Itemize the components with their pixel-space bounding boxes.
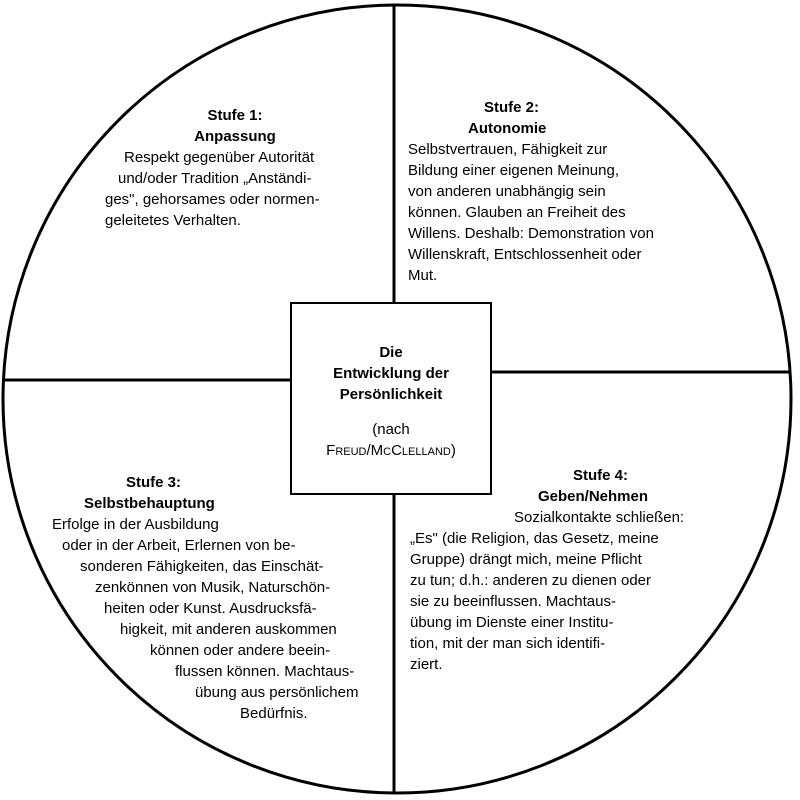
- center-title-line: Die: [379, 344, 403, 361]
- stage-3-number: Stufe 3:: [126, 474, 182, 491]
- stage-2-line: können. Glauben an Freiheit des: [408, 204, 626, 221]
- stage-2-number: Stufe 2:: [484, 99, 540, 116]
- stage-3-line: übung aus persönlichem: [195, 684, 359, 701]
- stage-3-line: heiten oder Kunst. Ausdrucksfä-: [104, 600, 317, 617]
- stage-3-line: zenkönnen von Musik, Naturschön-: [95, 579, 331, 596]
- stage-3-line: oder in der Arbeit, Erlernen von be-: [62, 537, 296, 554]
- stage-1-line: ges", gehorsames oder normen-: [105, 191, 320, 208]
- stage-4-line: übung im Dienste einer Institu-: [410, 614, 614, 631]
- stage-1-title: Anpassung: [194, 128, 276, 145]
- stage-2-line: Mut.: [408, 267, 438, 284]
- stage-2-line: Bildung einer eigenen Meinung,: [408, 162, 619, 179]
- stage-2-line: Willens. Deshalb: Demonstration von: [408, 225, 654, 242]
- center-source-authors: Freud/McClelland): [326, 442, 456, 459]
- center-title-line: Persönlichkeit: [339, 386, 443, 403]
- stage-4-line: tion, mit der man sich identifi-: [410, 635, 606, 652]
- stage-4-line: Sozialkontakte schließen:: [514, 509, 685, 526]
- stage-2-line: Selbstvertrauen, Fähigkeit zur: [408, 141, 608, 158]
- stage-4-line: „Es" (die Religion, das Gesetz, meine: [410, 530, 659, 547]
- stage-3-line: higkeit, mit anderen auskommen: [120, 621, 337, 638]
- stage-1-line: Respekt gegenüber Autorität: [124, 149, 315, 166]
- stage-3-line: sonderen Fähigkeiten, das Einschät-: [80, 558, 324, 575]
- stage-3-line: Erfolge in der Ausbildung: [52, 516, 219, 533]
- stage-4-title: Geben/Nehmen: [538, 488, 649, 505]
- stage-4-line: Gruppe) drängt mich, meine Pflicht: [410, 551, 642, 568]
- stage-2-line: von anderen unabhängig sein: [408, 183, 606, 200]
- center-title-line: Entwicklung der: [333, 365, 449, 382]
- stage-2-block: [408, 97, 708, 286]
- stage-3-line: können oder andere beein-: [150, 642, 331, 659]
- stage-1-number: Stufe 1:: [207, 107, 263, 124]
- stage-1-line: und/oder Tradition „Anständi-: [118, 170, 312, 187]
- stage-3-line: flussen können. Machtaus-: [175, 663, 355, 680]
- stage-1-block: [100, 105, 370, 231]
- center-source-line: (nach: [372, 421, 410, 438]
- stage-4-line: sie zu beeinflussen. Machtaus-: [410, 593, 616, 610]
- stage-3-title: Selbstbehauptung: [84, 495, 215, 512]
- stage-2-title: Autonomie: [468, 120, 547, 137]
- stage-4-number: Stufe 4:: [573, 467, 629, 484]
- stage-1-line: geleitetes Verhalten.: [105, 212, 241, 229]
- stage-4-line: zu tun; d.h.: anderen zu dienen oder: [410, 572, 652, 589]
- stage-3-line: Bedürfnis.: [240, 705, 308, 722]
- stage-2-line: Willenskraft, Entschlossenheit oder: [408, 246, 642, 263]
- stage-3-block: [40, 472, 385, 724]
- stage-4-block: [410, 465, 740, 675]
- stage-4-line: ziert.: [410, 656, 443, 673]
